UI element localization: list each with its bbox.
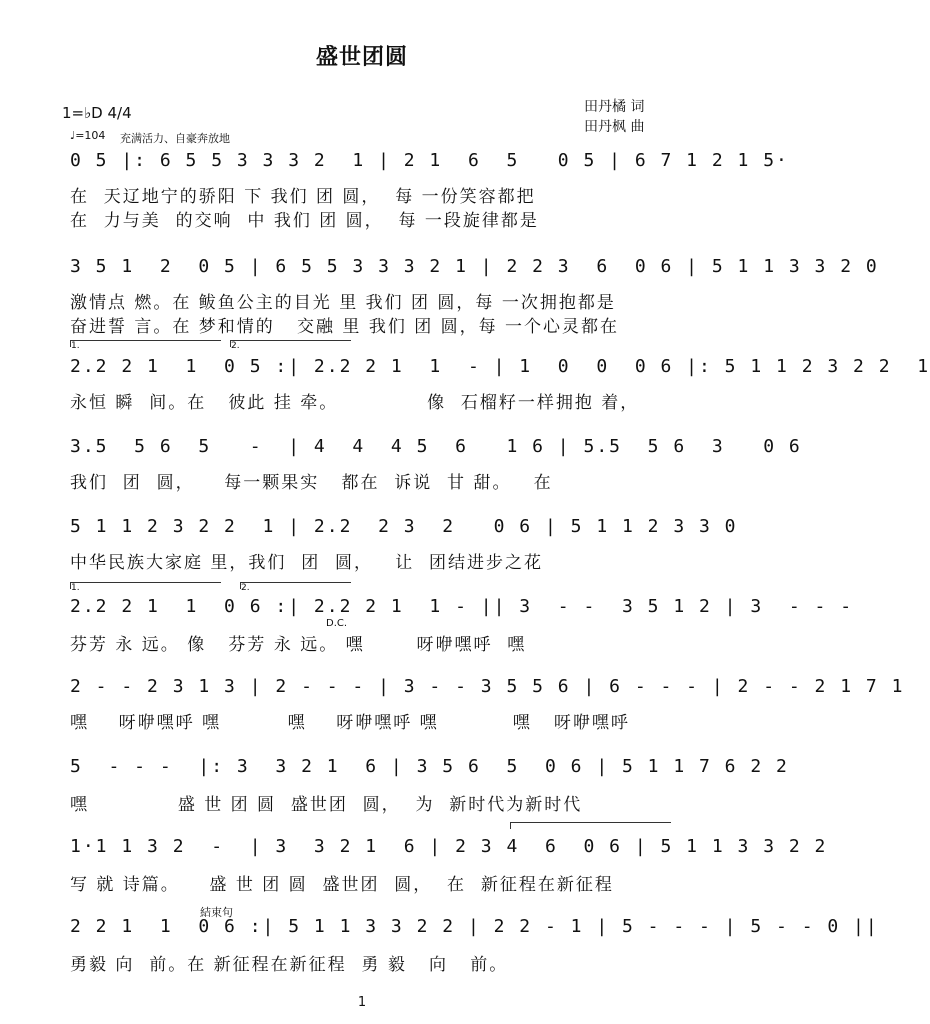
notes: 2.2 2 1 1 0 5 :| 2.2 2 1 1 - | 1 0 0 0 6 |: 5 1 1 2 3 2 2 1: [70, 356, 930, 377]
volta-2: 2.: [240, 582, 351, 589]
lyric-line: 芬芳 永 远。 像 芬芳 永 远。 嘿 呀咿嘿呼 嘿: [70, 635, 527, 655]
expression-marking: 充满活力、自豪奔放地: [120, 132, 230, 145]
volta-1: 1.: [70, 582, 221, 589]
dc-marking: D.C.: [326, 618, 348, 629]
notes: 2 - - 2 3 1 3 | 2 - - - | 3 - - 3 5 5 6 | 6 - - - | 2 - - 2 1 7 1: [70, 676, 905, 697]
notes: 2 2 1 1 0 6 :| 5 1 1 3 3 2 2 | 2 2 - 1 | 5 - - - | 5 - - 0 ||: [70, 916, 879, 937]
key-signature: 1=♭D 4/4: [62, 104, 132, 122]
notes: 5 - - - |: 3 3 2 1 6 | 3 5 6 5 0 6 | 5 1 1 7 6 2 2: [70, 756, 789, 777]
lyric-line: 我们 团 圆， 每一颗果实 都在 诉说 甘 甜。 在: [70, 473, 553, 493]
lyric-verse-2: 在 力与美 的交响 中 我们 团 圆， 每 一段旋律都是: [70, 211, 539, 231]
lyric-line: 永恒 瞬 间。在 彼此 挂 牵。 像 石榴籽一样拥抱 着，: [70, 393, 640, 413]
lyric-line: 中华民族大家庭 里，我们 团 圆， 让 团结进步之花: [70, 553, 544, 573]
lyric-line: 嘿 呀咿嘿呼 嘿 嘿 呀咿嘿呼 嘿 嘿 呀咿嘿呼: [70, 713, 630, 733]
volta-bracket: [510, 822, 671, 829]
ending-mark: 結束句: [200, 906, 233, 919]
notes: 5 1 1 2 3 2 2 1 | 2.2 2 3 2 0 6 | 5 1 1 2 3 3 0: [70, 516, 738, 537]
notes: 3.5 5 6 5 - | 4 4 4 5 6 1 6 | 5.5 5 6 3 0 6: [70, 436, 802, 457]
lyric-verse-2: 奋进誓 言。在 梦和情的 交融 里 我们 团 圆，每 一个心灵都在: [70, 317, 620, 337]
volta-2: 2.: [230, 340, 351, 347]
notes: 1·1 1 3 2 - | 3 3 2 1 6 | 2 3 4 6 0 6 | 5 1 1 3 3 2 2: [70, 836, 828, 857]
notes: 3 5 1 2 0 5 | 6 5 5 3 3 3 2 1 | 2 2 3 6 0 6 | 5 1 1 3 3 2 0: [70, 256, 879, 277]
lyric-line: 嘿 盛 世 团 圆 盛世团 圆， 为 新时代为新时代: [70, 795, 583, 815]
page-number: 1: [357, 995, 367, 1010]
volta-1: 1.: [70, 340, 221, 347]
lyric-verse-1: 激情点 燃。在 鲅鱼公主的目光 里 我们 团 圆，每 一次拥抱都是: [70, 293, 616, 313]
lyric-line: 勇毅 向 前。在 新征程在新征程 勇 毅 向 前。: [70, 955, 509, 975]
song-title: 盛世团圆: [315, 45, 408, 70]
lyric-verse-1: 在 天辽地宁的骄阳 下 我们 团 圆， 每 一份笑容都把: [70, 187, 536, 207]
notes: 2.2 2 1 1 0 6 :| 2.2 2 1 1 - || 3 - - 3 5 1 2 | 3 - - -: [70, 596, 854, 617]
lyric-line: 写 就 诗篇。 盛 世 团 圆 盛世团 圆， 在 新征程在新征程: [70, 875, 614, 895]
composer-credit: 田丹枫 曲: [584, 119, 645, 135]
tempo-marking: ♩=104: [70, 129, 106, 142]
lyricist-credit: 田丹橘 词: [584, 99, 645, 115]
notes: 0 5 |: 6 5 5 3 3 3 2 1 | 2 1 6 5 0 5 | 6 7 1 2 1 5·: [70, 150, 789, 171]
